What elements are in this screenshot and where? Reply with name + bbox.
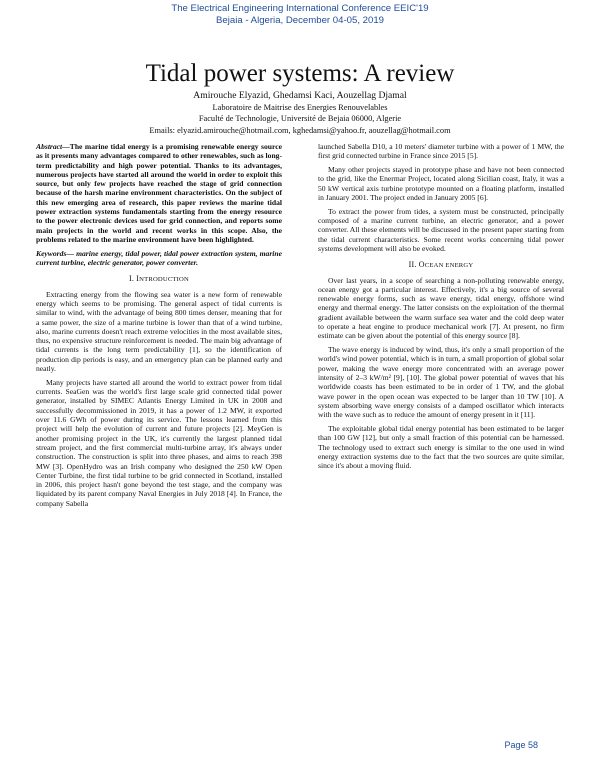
ocean-paragraph-3: The exploitable global tidal energy potential has been estimated to be larger than 100 GW [12], but only a small fraction of this potential can be harnessed. The technology used to extract such energy is similar to the one used in wind energy extraction systems due to the fact that the two sources are quite similar, since it's about a moving fluid. [318, 424, 564, 471]
intro-paragraph-2: Many projects have started all around the world to extract power from tidal currents. SeaGen was the world's first large scale grid connected tidal power generator, installed by SIMEC Atlantis Energy Limited in UK in 2008 and successfully decommissioned in 2019, it has a power of 1.2 MW, it exported over 11.6 GWh of power during its service. The lessons learned from this project will help the evolution of current and future projects [2]. MeyGen is another promising project in the UK, it's currently the largest planned tidal stream project, and the first commercial multi-turbine array, it's always under construction. The construction is split into three phases, and aims to reach 398 MW [3]. OpenHydro was an Irish company who designed the 250 kW Open Center Turbine, the first tidal turbine to be grid connected in Scotland, installed in 2006, this project hasn't gone beyond the test stage, and the company was liquidated by its parent company Naval Energies in July 2018 [4]. In France, the company Sabella [36, 377, 282, 508]
author-emails: Emails: elyazid.amirouche@hotmail.com, kghedamsi@yahoo.fr, aouzellag@hotmail.com [149, 125, 451, 135]
author-block [0, 90, 600, 136]
author-faculty: Faculté de Technologie, Université de Bejaia 06000, Algerie [198, 114, 402, 123]
section-heading-ocean-energy: II. OCEAN ENERGY [408, 260, 474, 270]
page-number: Page 58 [504, 740, 538, 750]
keywords: Keywords— marine energy, tidal power, tidal power extraction system, marine current turbine, electric generator, power converter. [36, 248, 282, 268]
intro-paragraph-2-continued: launched Sabella D10, a 10 meters' diameter turbine with a power of 1 MW, the first grid connected turbine in France since 2015 [5]. [318, 142, 564, 161]
ocean-paragraph-1: Over last years, in a scope of searching a non-polluting renewable energy, ocean energy got a particular interest. Effectively, it's a big source of several renewable energy forms, such as wave energy, tidal energy, offshore wind energy and thermal energy. The latter consists on the exploitation of the thermal gradient available between the warm surface sea water and the cold deep water to operate a heat engine to produce mechanical work [7]. At present, no firm estimate can be given about the potential of this energy source [8]. [318, 275, 564, 341]
paper-title: Tidal power systems: A review [145, 60, 455, 87]
right-column [318, 142, 564, 475]
section-heading-introduction: I. INTRODUCTION [129, 274, 189, 284]
conference-name: The Electrical Engineering International Conference EEIC'19 [171, 3, 429, 14]
abstract [36, 142, 282, 244]
abstract-label: Abstract [36, 142, 63, 151]
intro-paragraph-4: To extract the power from tides, a system must be constructed, principally composed of a marine current turbine, an electric generator, and a power converter. All these elements will be discussed in the present paper starting from the tidal current characteristics. Some recent works concerning tidal power systems development will also be evoked. [318, 206, 564, 253]
intro-paragraph-3: Many other projects stayed in prototype phase and have not been connected to the grid, like the Enermar Project, located along Sicilian coast, Italy, it was a 50 kW vertical axis turbine prototype mounted on a floating platform, installed in January 2001. The project ended in January 2005 [6]. [318, 165, 564, 202]
author-lab: Laboratoire de Maitrise des Energies Renouvelables [212, 102, 388, 112]
author-names: Amirouche Elyazid, Ghedamsi Kaci, Aouzellag Djamal [193, 90, 407, 101]
conference-location-date: Bejaia - Algeria, December 04-05, 2019 [216, 15, 384, 26]
ocean-paragraph-2: The wave energy is induced by wind, thus, it's only a small proportion of the world's wind power potential, which is in turn, a small proportion of global solar power, making the wave energy more concentrated with an average power intensity of 2–3 kW/m² [9], [10]. The global power potential of waves that his worldwide coasts has been estimated to be in order of 1 TW, and the global wave power in the open ocean was expected to be larger than 10 TW [10]. A system absorbing wave energy consists of a damped oscillator which interacts with the wave such as to reduce the amount of energy present in it [11]. [318, 345, 564, 420]
intro-paragraph-1: Extracting energy from the flowing sea water is a new form of renewable energy which seems to be promising. The general aspect of tidal currents is similar to wind, with the advantage of being 800 times denser, meaning that for a same power, the size of a marine turbine is lower than that of a wind turbine, also, marine currents doesn't reach extreme velocities in the most available sites, thus, no expensive structure reinforcement is needed. The main big advantage of tidal currents is the long term predictability [1], so the identification of production dip periods is easy, and an emergency plan can be planned early and neatly. [36, 289, 282, 374]
conference-header [0, 3, 600, 27]
left-column [36, 142, 282, 512]
abstract-text: —The marine tidal energy is a promising renewable energy source as it presents many advantages compared to other renewables, such as long-term predictability and high power potential. Thanks to its advantages, numerous projects have started all around the world in order to exploit this source, but only few projects have reached the stage of grid connection because of the harsh marine environment characteristics. On the subject of this new emerging area of research, this paper reviews the marine tidal power extraction systems fundamentals starting from the energy resource to the power electronic devices used for grid connection, and reports some main projects in the world and recent works in this scope. Also, the problems related to the marine environment have been highlighted. [36, 142, 282, 244]
